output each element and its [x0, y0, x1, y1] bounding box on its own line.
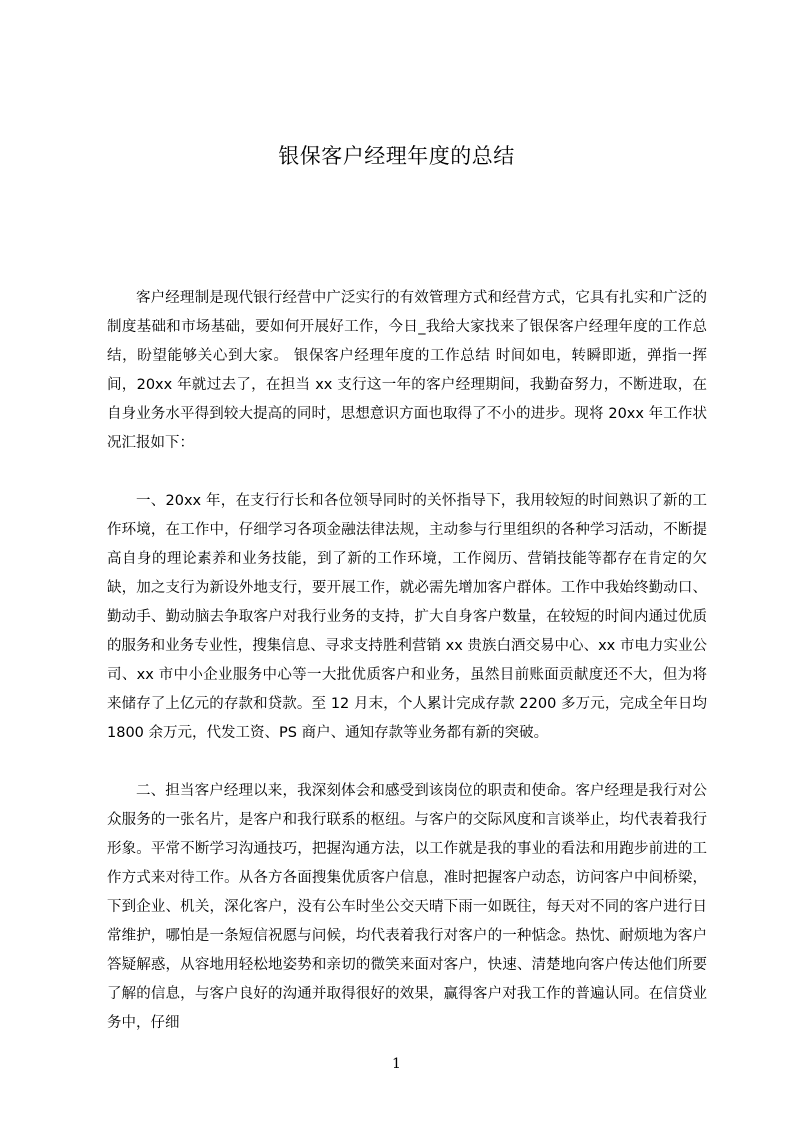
document-body	[107, 284, 707, 1038]
paragraph-section-one: 一、20xx 年，在支行行长和各位领导同时的关怀指导下，我用较短的时间熟识了新的工作环境，在工作中，仔细学习各项金融法律法规，主动参与行里组织的各种学习活动，不断提高自身的理论素养和业务技能，到了新的工作环境，工作阅历、营销技能等都存在肯定的欠缺，加之支行为新设外地支行，要开展工作，就必需先增加客户群体。工作中我始终勤动口、勤动手、勤动脑去争取客户对我行业务的支持，扩大自身客户数量，在较短的时间内通过优质的服务和业务专业性，搜集信息、寻求支持胜利营销 xx 贵族白酒交易中心、xx 市电力实业公司、xx 市中小企业服务中心等一大批优质客户和业务，虽然目前账面贡献度还不大，但为将来储存了上亿元的存款和贷款。至 12 月末，个人累计完成存款 2200 多万元，完成全年日均 1800 余万元，代发工资、PS 商户、通知存款等业务都有新的突破。	[107, 493, 707, 741]
page-number: 1	[392, 1056, 401, 1072]
paragraph-section-two: 二、担当客户经理以来，我深刻体会和感受到该岗位的职责和使命。客户经理是我行对公众服务的一张名片，是客户和我行联系的枢纽。与客户的交际风度和言谈举止，均代表着我行形象。平常不断学习沟通技巧，把握沟通方法，以工作就是我的事业的看法和用跑步前进的工作方式来对待工作。从各方各面搜集优质客户信息，准时把握客户动态，访问客户中间桥梁，下到企业、机关，深化客户，没有公车时坐公交天晴下雨一如既往，每天对不同的客户进行日常维护，哪怕是一条短信祝愿与问候，均代表着我行对客户的一种惦念。热忱、耐烦地为客户答疑解惑，从容地用轻松地姿势和亲切的微笑来面对客户，快速、清楚地向客户传达他们所要了解的信息，与客户良好的沟通并取得很好的效果，赢得客户对我工作的普遍认同。在信贷业务中，仔细	[107, 783, 707, 1031]
document-title: 银保客户经理年度的总结	[278, 144, 515, 168]
paragraph-intro: 客户经理制是现代银行经营中广泛实行的有效管理方式和经营方式，它具有扎实和广泛的制度基础和市场基础，要如何开展好工作，今日_我给大家找来了银保客户经理年度的工作总结，盼望能够关心到大家。 银保客户经理年度的工作总结 时间如电，转瞬即逝，弹指一挥间，20xx 年就过去了，在担当 xx 支行这一年的客户经理期间，我勤奋努力，不断进取，在自身业务水平得到较大提高的同时，思想意识方面也取得了不小的进步。现将 20xx 年工作状况汇报如下：	[107, 290, 707, 451]
